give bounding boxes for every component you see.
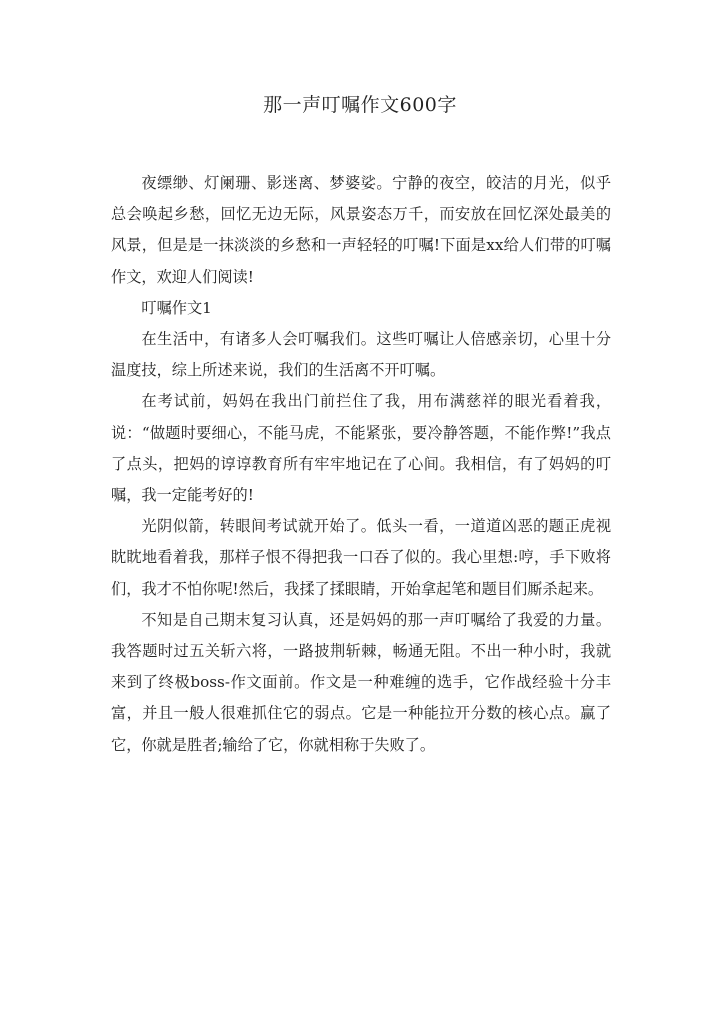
- paragraph-intro: 夜缥缈、灯阑珊、影迷离、梦婆娑。宁静的夜空，皎洁的月光，似乎总会唤起乡愁，回忆无边无际，风景姿态万千，而安放在回忆深处最美的风景，但是是一抹淡淡的乡愁和一声轻轻的叮嘱!下面是xx给人们带的叮嘱作文，欢迎人们阅读!: [111, 174, 611, 286]
- section-heading: 叮嘱作文1: [141, 298, 212, 317]
- paragraph-4: 不知是自己期末复习认真，还是妈妈的那一声叮嘱给了我爱的力量。我答题时过五关斩六将，一路披荆斩棘，畅通无阻。不出一种小时，我就来到了终极boss-作文面前。作文是一种难缠的选手，它作战经验十分丰富，并且一般人很难抓住它的弱点。它是一种能拉开分数的核心点。赢了它，你就是胜者;输给了它，你就相称于失败了。: [111, 610, 611, 754]
- document-body: [111, 168, 611, 761]
- paragraph-1: 在生活中，有诸多人会叮嘱我们。这些叮嘱让人倍感亲切，心里十分温度技，综上所述来说，我们的生活离不开叮嘱。: [111, 330, 611, 380]
- paragraph-2: 在考试前，妈妈在我出门前拦住了我，用布满慈祥的眼光看着我，说：“做题时要细心，不能马虎，不能紧张，要冷静答题，不能作弊!”我点了点头，把妈的谆谆教育所有牢牢地记在了心间。我相信，有了妈妈的叮嘱，我一定能考好的!: [111, 392, 611, 505]
- document-title: 那一声叮嘱作文600字: [263, 94, 457, 116]
- paragraph-3: 光阴似箭，转眼间考试就开始了。低头一看，一道道凶恶的题正虎视眈眈地看着我，那样子恨不得把我一口吞了似的。我心里想:哼，手下败将们，我才不怕你呢!然后，我揉了揉眼睛，开始拿起笔和题目们厮杀起来。: [111, 517, 611, 598]
